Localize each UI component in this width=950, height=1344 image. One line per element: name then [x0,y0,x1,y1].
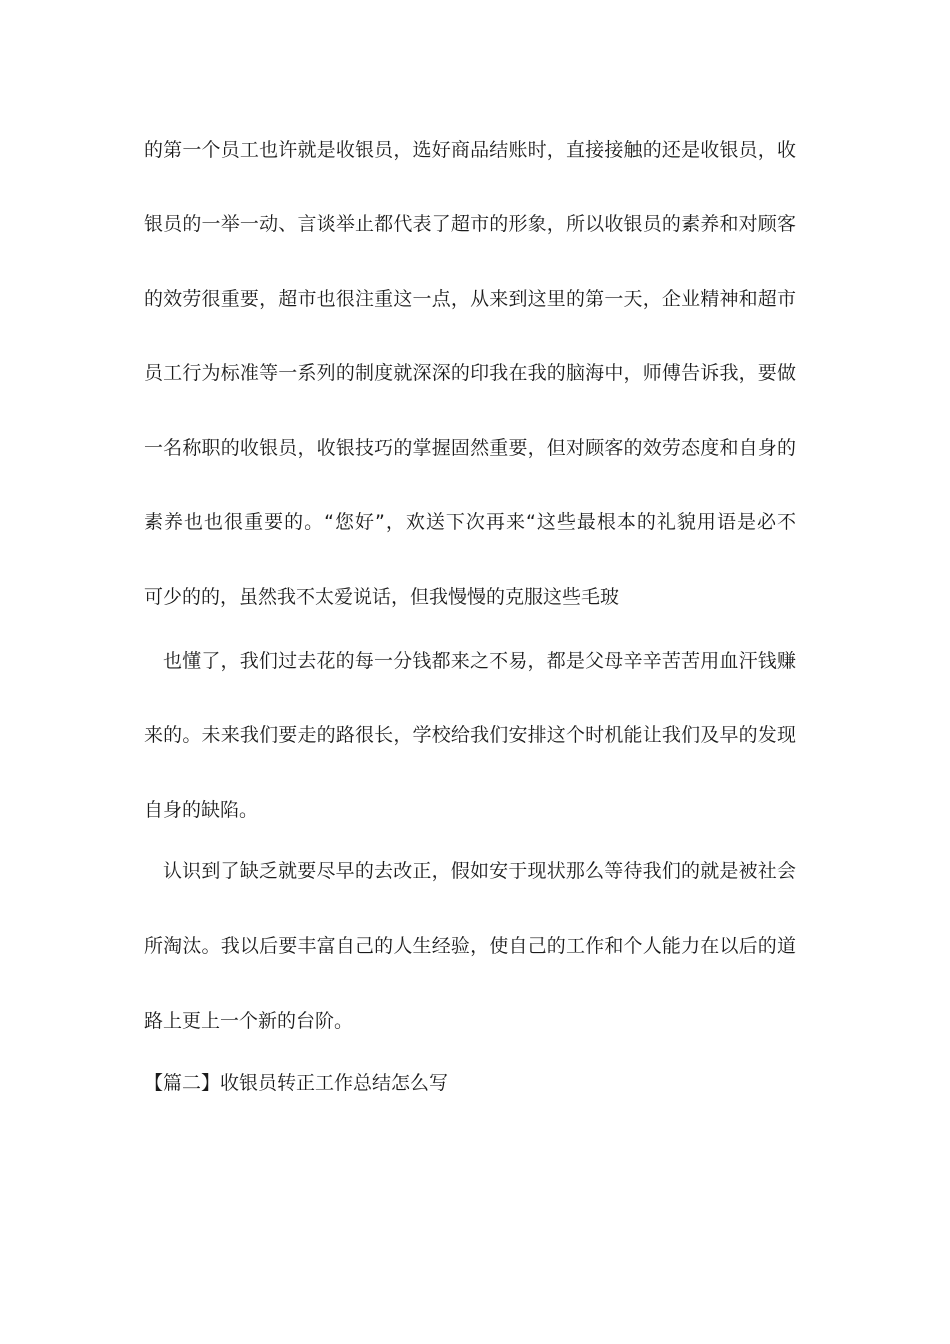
text-line: 认识到了缺乏就要尽早的去改正，假如安于现状那么等待我们的就是被社会 [163,860,796,882]
text-line: 的第一个员工也许就是收银员，选好商品结账时，直接接触的还是收银员，收 [144,139,796,161]
text-line: 素养也也很重要的。“您好”，欢送下次再来“这些最根本的礼貌用语是必不 [144,511,796,533]
text-line: 可少的的，虽然我不太爱说话，但我慢慢的克服这些毛玻 [144,586,620,608]
text-line: 银员的一举一动、言谈举止都代表了超市的形象，所以收银员的素养和对顾客 [144,213,796,235]
text-line: 来的。未来我们要走的路很长，学校给我们安排这个时机能让我们及早的发现 [144,724,796,746]
text-line: 的效劳很重要，超市也很注重这一点，从来到这里的第一天，企业精神和超市 [144,288,796,310]
text-line: 也懂了，我们过去花的每一分钱都来之不易，都是父母辛辛苦苦用血汗钱赚 [163,650,796,672]
text-line: 自身的缺陷。 [144,799,259,821]
text-line: 一名称职的收银员，收银技巧的掌握固然重要，但对顾客的效劳态度和自身的 [144,437,796,459]
text-line: 员工行为标准等一系列的制度就深深的印我在我的脑海中，师傅告诉我，要做 [144,362,796,384]
text-line: 路上更上一个新的台阶。 [144,1010,354,1032]
text-line: 所淘汰。我以后要丰富自己的人生经验，使自己的工作和个人能力在以后的道 [144,935,796,957]
section-heading: 【篇二】收银员转正工作总结怎么写 [144,1072,449,1094]
